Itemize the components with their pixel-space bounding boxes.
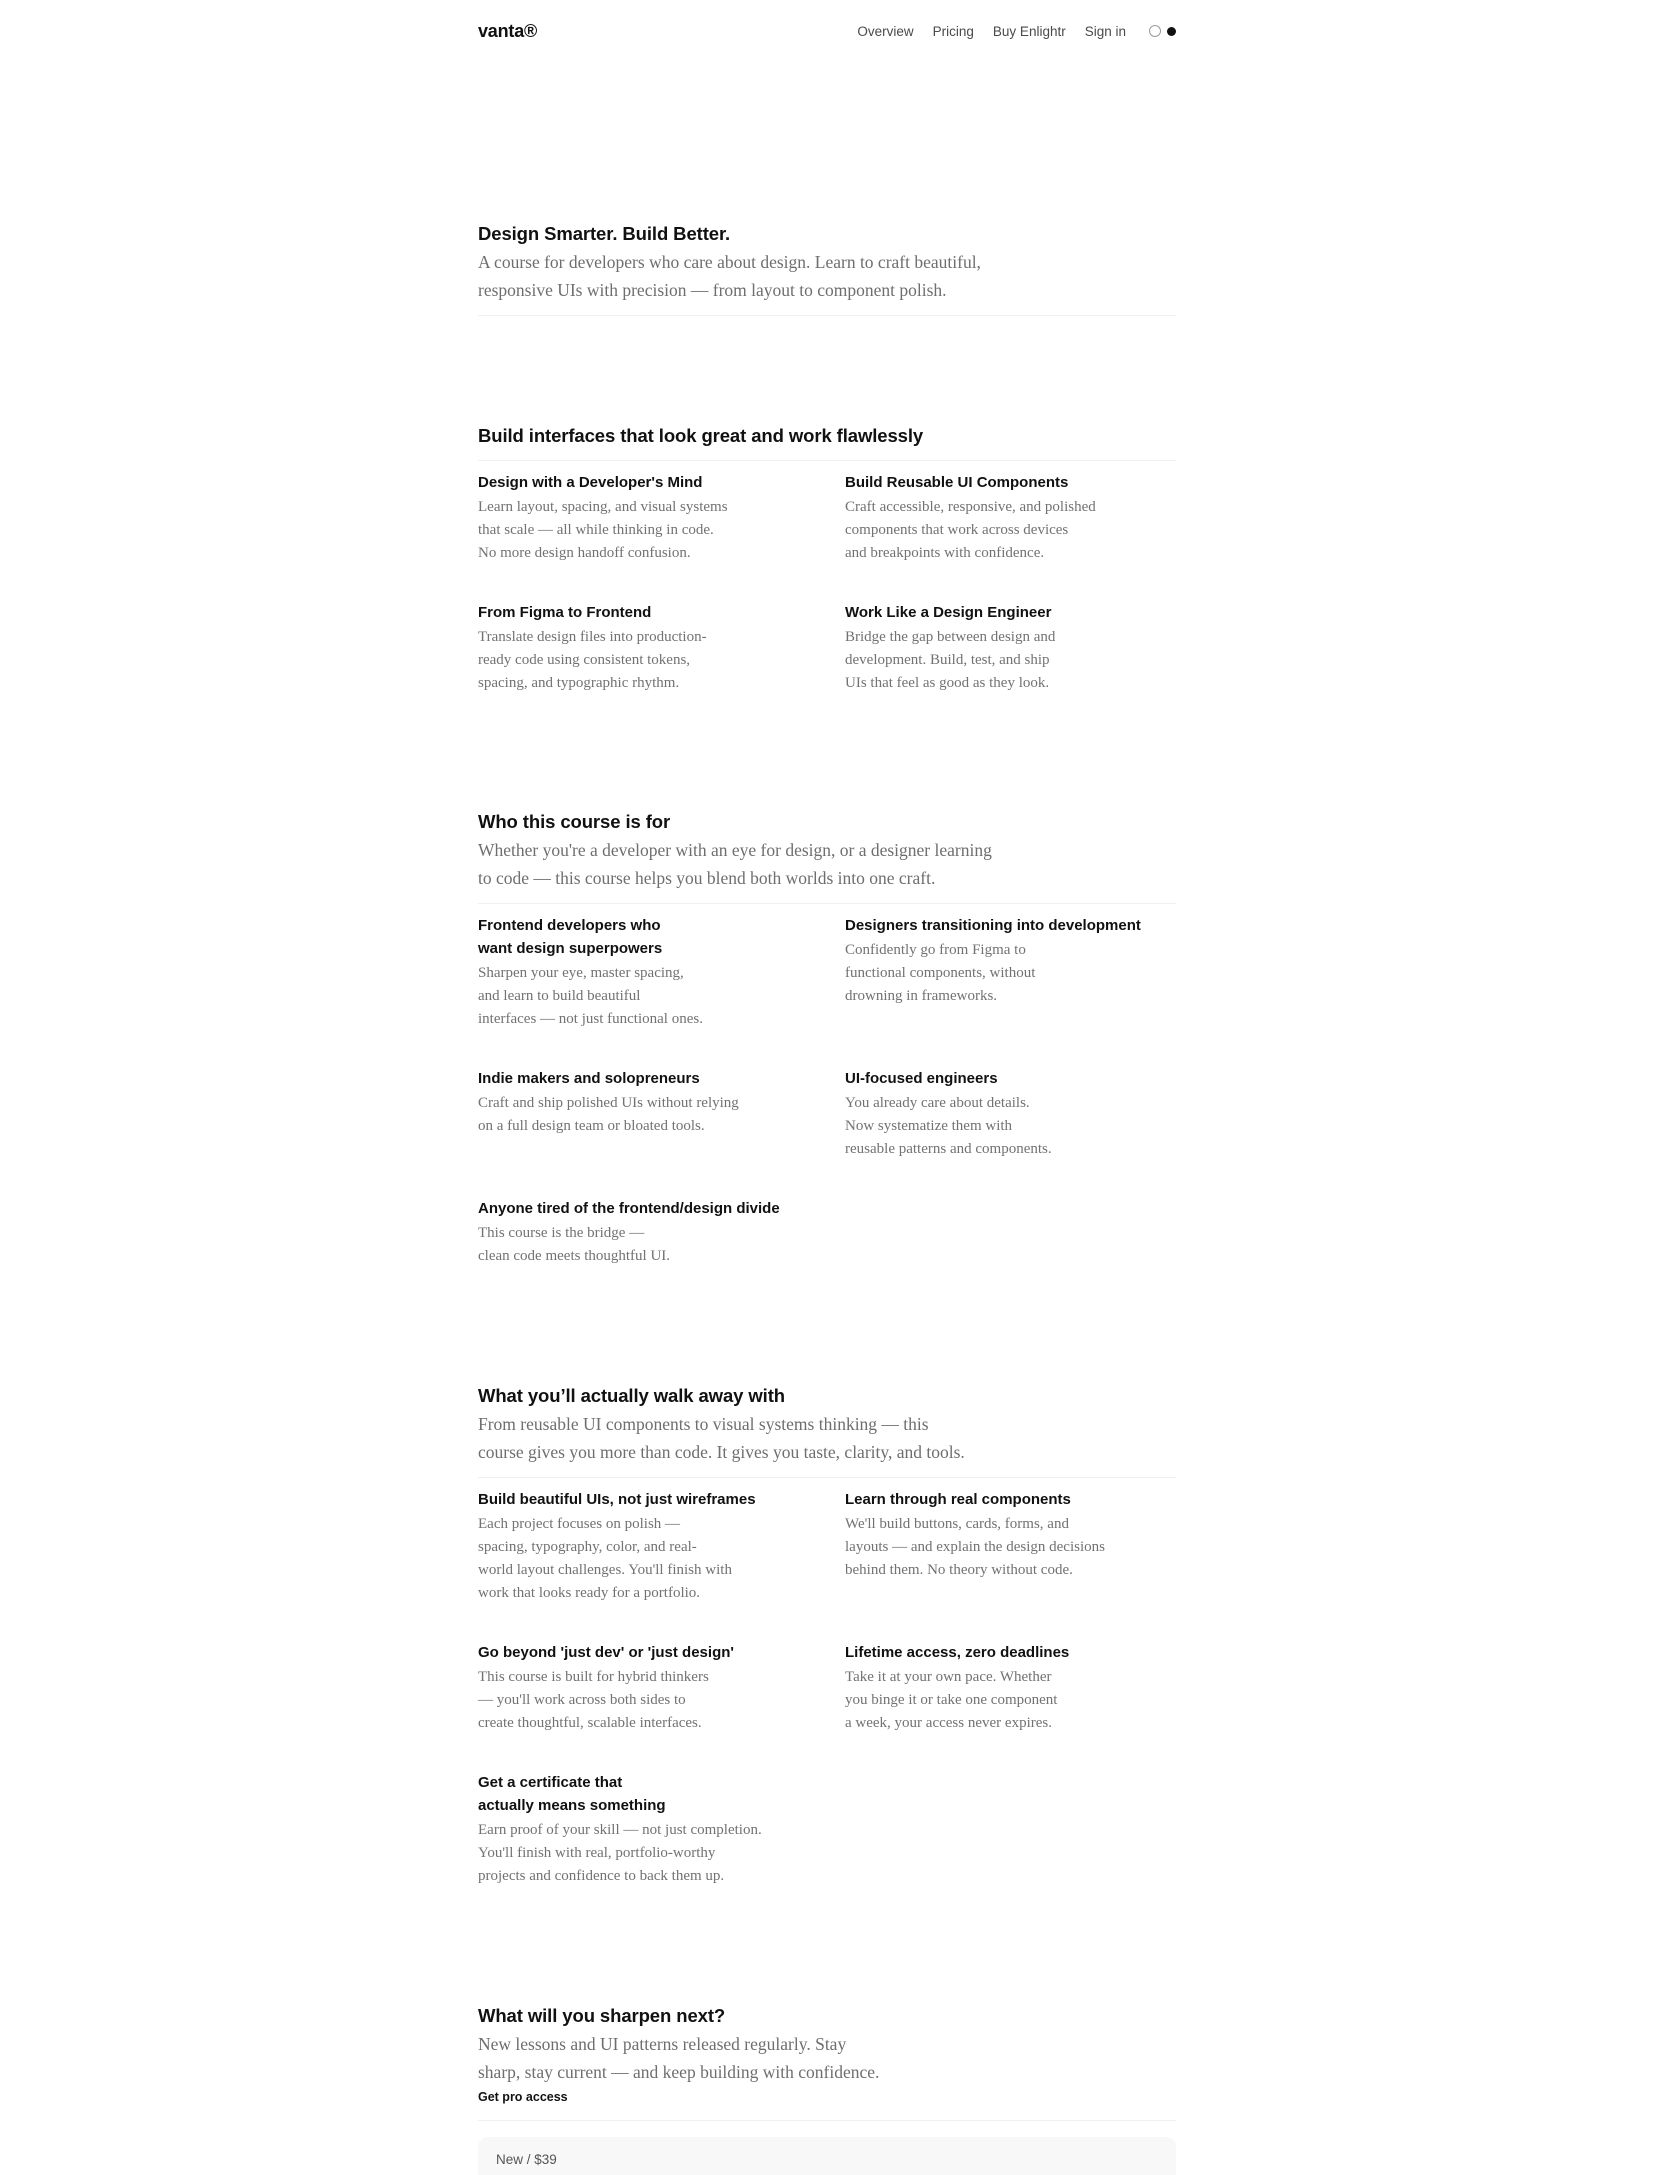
nav-link-buy[interactable]: Buy Enlightr (992, 23, 1066, 39)
outcome-body: Each project focuses on polish — spacing, typography, color, and real- world layout challenges. You'll finish with work that looks ready for a portfolio. (478, 1516, 732, 1601)
outcome-body: Take it at your own pace. Whether you binge it or take one component a week, your access never expires. (845, 1669, 1058, 1731)
feature-card (478, 601, 845, 695)
divider (478, 2120, 1176, 2121)
audience-card-title: Designers transitioning into development (845, 917, 1141, 934)
audience-card-body: You already care about details. Now systematize them with reusable patterns and components. (845, 1095, 1052, 1157)
audience-title: Who this course is for (478, 811, 671, 832)
audience-card-body: Confidently go from Figma to functional components, without drowning in frameworks. (845, 942, 1036, 1004)
outcomes-title: What you’ll actually walk away with (478, 1385, 785, 1406)
audience-card-title: Frontend developers who want design superpowers (478, 917, 663, 957)
audience-card (478, 1197, 845, 1268)
hero-lead: A course for developers who care about design. Learn to craft beautiful, responsive UIs with precision — from layout to component polish. (478, 252, 981, 300)
divider (478, 460, 1176, 461)
pricing-card[interactable] (478, 2137, 1176, 2175)
brand-logo[interactable]: vanta® (478, 20, 538, 41)
divider (478, 1477, 1176, 1478)
audience-card (478, 914, 845, 1031)
feature-card (478, 471, 845, 565)
dark-mode-icon[interactable] (1167, 27, 1176, 36)
outcomes-section (478, 1384, 1176, 1924)
pricing-title: What will you sharpen next? (478, 2005, 726, 2026)
features-section (478, 424, 1176, 731)
light-mode-icon[interactable] (1149, 25, 1161, 37)
plan-label: New / $39 (496, 2152, 557, 2167)
top-nav (478, 16, 1176, 46)
audience-card (845, 1067, 1176, 1161)
pricing-lead: New lessons and UI patterns released regularly. Stay sharp, stay current — and keep building with confidence. (478, 2034, 880, 2082)
feature-title: From Figma to Frontend (478, 604, 652, 621)
feature-body: Bridge the gap between design and development. Build, test, and ship UIs that feel as good as they look. (845, 629, 1056, 691)
nav-link-sign-in[interactable]: Sign in (1084, 23, 1126, 39)
get-pro-access-link[interactable]: Get pro access (478, 2090, 568, 2104)
feature-card (845, 471, 1176, 565)
nav-links (857, 24, 1176, 39)
feature-title: Build Reusable UI Components (845, 474, 1069, 491)
hero-section (478, 222, 1176, 316)
audience-card-body: Craft and ship polished UIs without relying on a full design team or bloated tools. (478, 1095, 739, 1134)
audience-grid (478, 914, 1176, 1304)
feature-title: Work Like a Design Engineer (845, 604, 1052, 621)
divider (478, 315, 1176, 316)
audience-card-body: Sharpen your eye, master spacing, and learn to build beautiful interfaces — not just functional ones. (478, 965, 703, 1027)
feature-title: Design with a Developer's Mind (478, 474, 703, 491)
outcome-body: This course is built for hybrid thinkers — you'll work across both sides to create thoughtful, scalable interfaces. (478, 1669, 709, 1731)
outcome-card (478, 1488, 845, 1605)
outcomes-lead: From reusable UI components to visual systems thinking — this course gives you more than code. It gives you taste, clarity, and tools. (478, 1414, 965, 1462)
audience-card (845, 914, 1176, 1031)
audience-card-title: UI-focused engineers (845, 1070, 998, 1087)
outcome-card (478, 1641, 845, 1735)
divider (478, 903, 1176, 904)
outcome-title: Build beautiful UIs, not just wireframes (478, 1491, 756, 1508)
outcome-title: Lifetime access, zero deadlines (845, 1644, 1070, 1661)
outcome-title: Learn through real components (845, 1491, 1071, 1508)
features-grid (478, 471, 1176, 731)
outcome-title: Get a certificate that actually means something (478, 1774, 666, 1814)
pricing-section (478, 2004, 1176, 2121)
outcome-card (845, 1641, 1176, 1735)
feature-card (845, 601, 1176, 695)
audience-card-body: This course is the bridge — clean code meets thoughtful UI. (478, 1225, 671, 1264)
hero-title: Design Smarter. Build Better. (478, 223, 731, 244)
audience-lead: Whether you're a developer with an eye for design, or a designer learning to code — this course helps you blend both worlds into one craft. (478, 840, 992, 888)
outcomes-grid (478, 1488, 1176, 1924)
audience-card-title: Anyone tired of the frontend/design divide (478, 1200, 780, 1217)
outcome-title: Go beyond 'just dev' or 'just design' (478, 1644, 734, 1661)
audience-card (478, 1067, 845, 1161)
nav-link-pricing[interactable]: Pricing (932, 23, 974, 39)
nav-link-overview[interactable]: Overview (857, 23, 914, 39)
outcome-body: Earn proof of your skill — not just completion. You'll finish with real, portfolio-worthy projects and confidence to back them up. (478, 1822, 762, 1884)
features-title: Build interfaces that look great and work flawlessly (478, 425, 924, 446)
feature-body: Learn layout, spacing, and visual systems that scale — all while thinking in code. No more design handoff confusion. (478, 499, 728, 561)
theme-toggle (1149, 25, 1176, 37)
outcome-card (478, 1771, 845, 1888)
outcome-card (845, 1488, 1176, 1605)
audience-section (478, 810, 1176, 1304)
feature-body: Translate design files into production- ready code using consistent tokens, spacing, and typographic rhythm. (478, 629, 707, 691)
feature-body: Craft accessible, responsive, and polished components that work across devices and breakpoints with confidence. (845, 499, 1096, 561)
outcome-body: We'll build buttons, cards, forms, and layouts — and explain the design decisions behind them. No theory without code. (845, 1516, 1105, 1578)
audience-card-title: Indie makers and solopreneurs (478, 1070, 700, 1087)
